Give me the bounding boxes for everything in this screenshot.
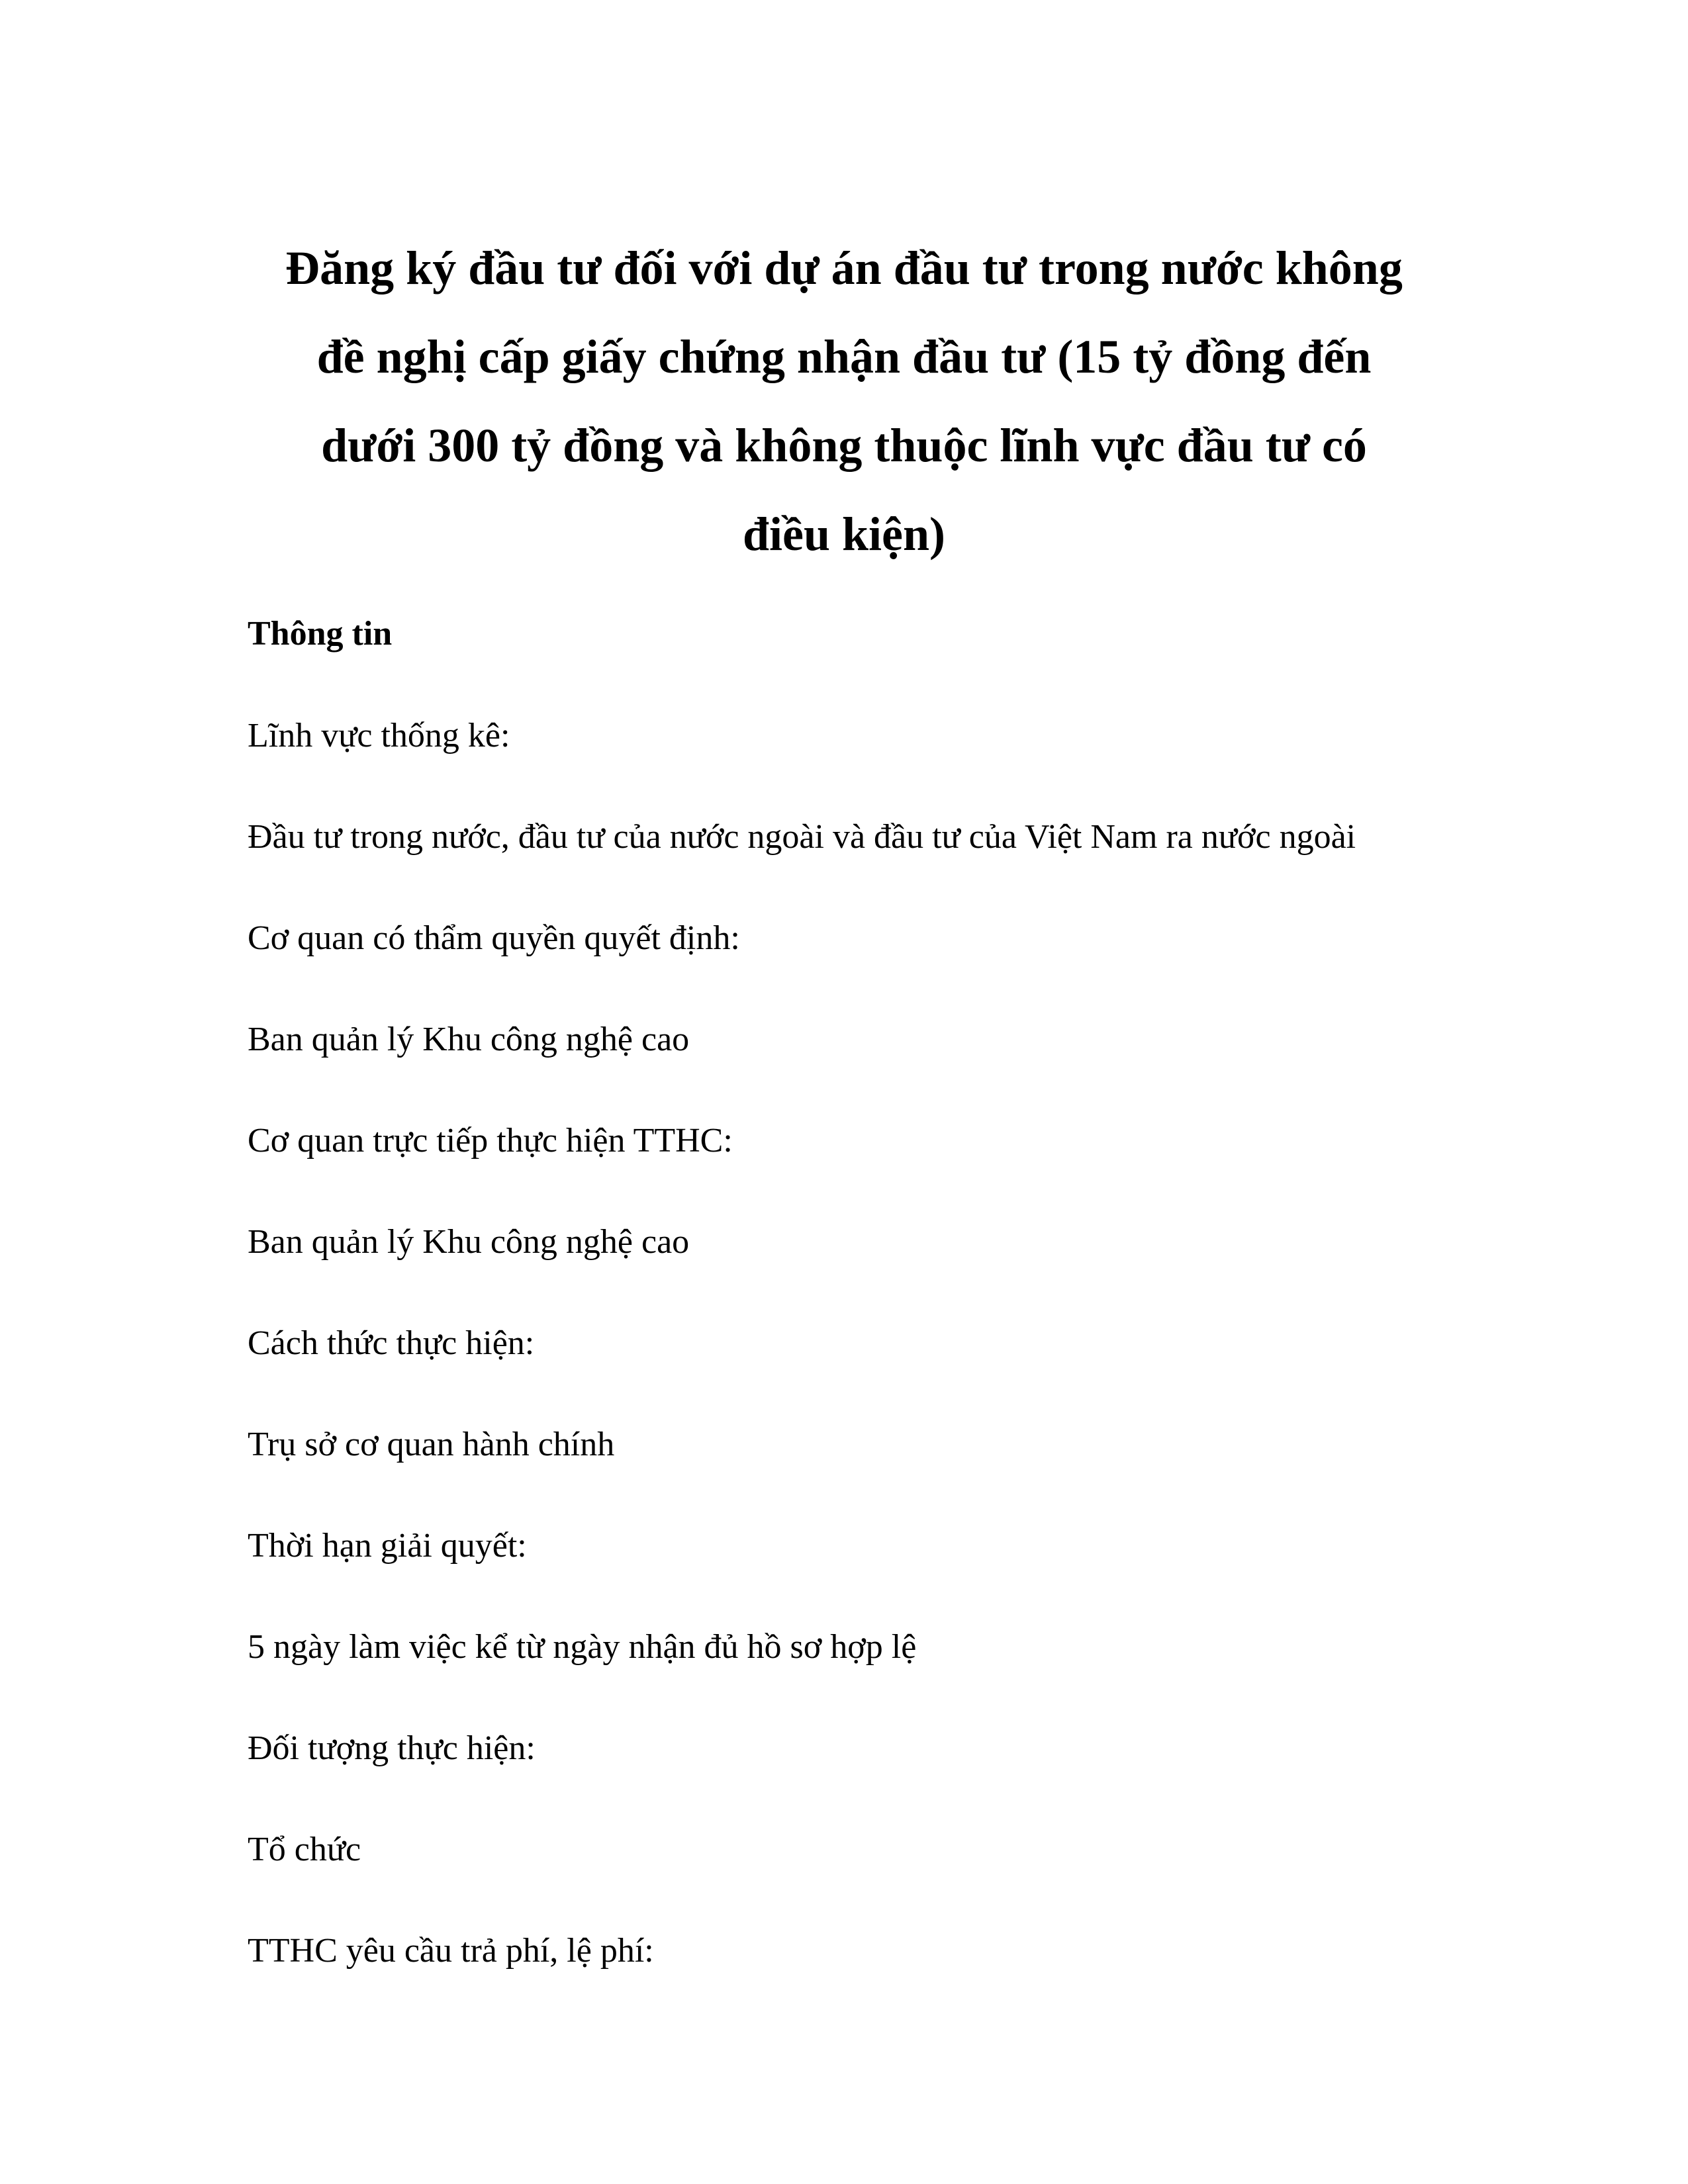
section-heading: Thông tin (248, 615, 393, 653)
field-value-method: Trụ sở cơ quan hành chính (248, 1426, 615, 1463)
info-fields (248, 716, 1356, 2032)
field-value-processing-time: 5 ngày làm việc kể từ ngày nhận đủ hồ sơ hợp lệ (248, 1628, 917, 1666)
field-label-statistics-area: Lĩnh vực thống kê: (248, 717, 510, 754)
field-value-executing-agency: Ban quản lý Khu công nghệ cao (248, 1223, 690, 1261)
title-line: đề nghị cấp giấy chứng nhận đầu tư (15 tỷ đồng đến (316, 330, 1372, 383)
title-line: Đăng ký đầu tư đối với dự án đầu tư trong nước không (285, 242, 1403, 295)
field-label-applicant: Đối tượng thực hiện: (248, 1729, 536, 1767)
field-label-fees: TTHC yêu cầu trả phí, lệ phí: (248, 1932, 654, 1970)
field-label-method: Cách thức thực hiện: (248, 1324, 535, 1362)
field-value-applicant: Tổ chức (248, 1831, 361, 1868)
document-title (252, 224, 1436, 578)
field-label-executing-agency: Cơ quan trực tiếp thực hiện TTHC: (248, 1122, 733, 1160)
field-value-deciding-authority: Ban quản lý Khu công nghệ cao (248, 1021, 690, 1058)
field-value-statistics-area: Đầu tư trong nước, đầu tư của nước ngoài và đầu tư của Việt Nam ra nước ngoài (248, 818, 1356, 856)
field-label-processing-time: Thời hạn giải quyết: (248, 1527, 527, 1565)
title-line: dưới 300 tỷ đồng và không thuộc lĩnh vực đầu tư có (321, 419, 1367, 472)
title-line: điều kiện) (742, 508, 946, 561)
field-label-deciding-authority: Cơ quan có thẩm quyền quyết định: (248, 919, 740, 957)
